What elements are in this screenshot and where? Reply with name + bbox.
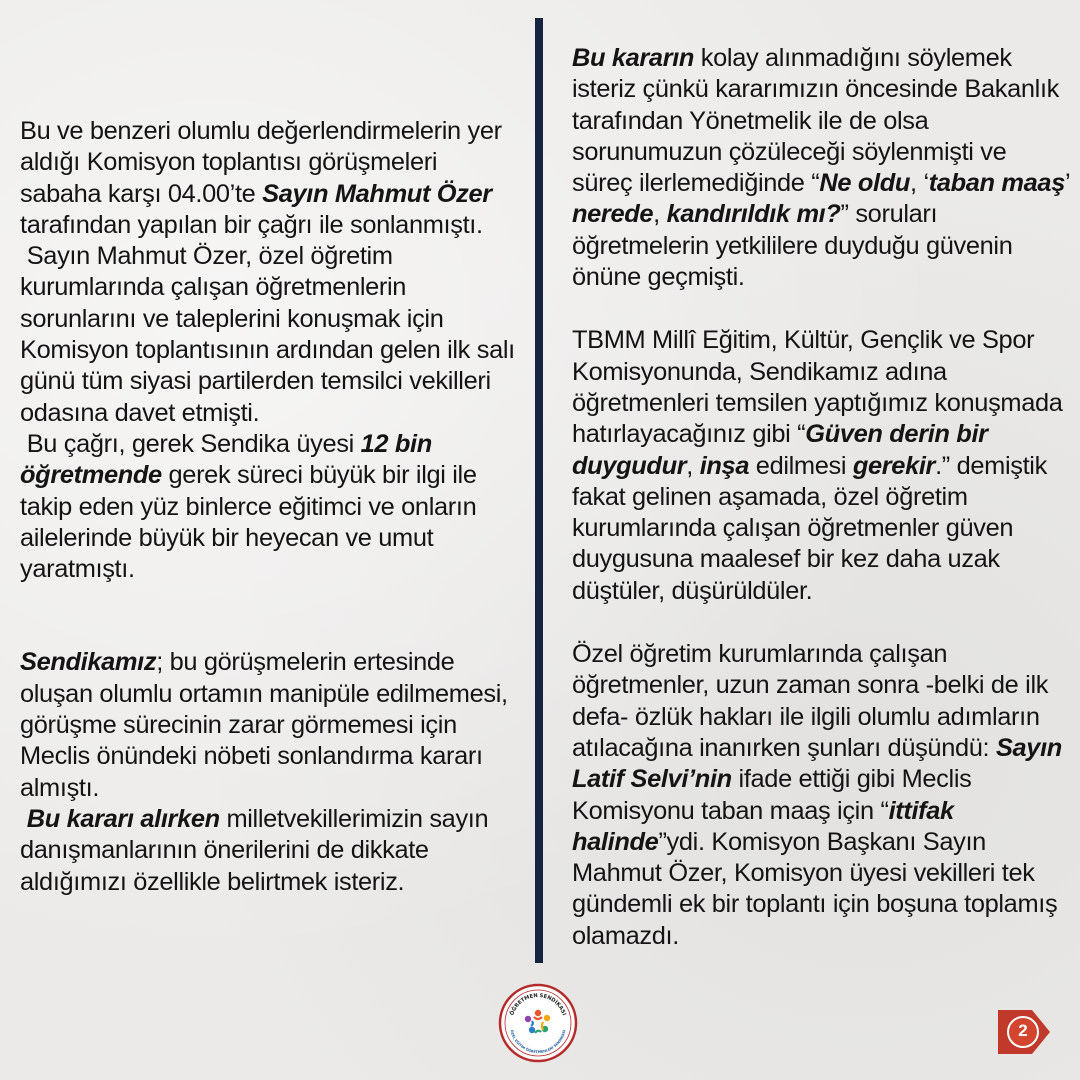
emphasis-12-bin: 12 bin öğretmende [20, 429, 432, 490]
right-paragraph-1: Bu kararın kolay alınmadığını söylemek isteriz çünkü kararımızın öncesinde Bakanlık tarafından Yönetmelik ile de olsa sorunumuzun çözüleceği söylenmişti ve süreç ilerlemediğinde “Ne oldu, ‘taban maaş’ nerede, kandırıldık mı?” soruları öğretmelerin yetkililere duyduğu güvenin önüne geçmişti. [572, 44, 1070, 292]
left-paragraph-1: Bu ve benzeri olumlu değerlendirmelerin yer aldığı Komisyon toplantısı görüşmeleri sabaha karşı 04.00’te Sayın Mahmut Özer tarafından yapılan bir çağrı ile sonlanmıştı. [20, 117, 502, 239]
right-paragraph-2: TBMM Millî Eğitim, Kültür, Gençlik ve Spor Komisyonunda, Sendikamız adına öğretmenleri temsilen yaptığımız konuşmada hatırlayacağınız gibi “Güven derin bir duygudur, inşa edilmesi gerekir.” demiştik fakat gelinen aşamada, özel öğretim kurumlarında çalışan öğretmenler güven duygusuna maalesef bir kez daha uzak düştüler, düşürüldüler. [572, 326, 1063, 605]
emphasis-sayin-mahmut-ozer: Sayın Mahmut Özer [262, 179, 492, 208]
left-paragraph-2: Sayın Mahmut Özer, özel öğretim kurumlarında çalışan öğretmenlerin sorunlarını ve taleplerini konuşmak için Komisyon toplantısının ardından gelen ilk salı günü tüm siyasi partilerden temsilci vekilleri odasına davet etmişti. [20, 242, 515, 427]
left-paragraph-4: Sendikamız; bu görüşmelerin ertesinde oluşan olumlu ortamın manipüle edilmemesi, görüşme sürecinin zarar görmemesi için Meclis önündeki nöbeti sonlandırma kararı almıştı. [20, 648, 508, 802]
right-column [572, 43, 1072, 952]
emphasis-bu-karari-alirken: Bu kararı alırken [26, 804, 220, 833]
logo-top-text: ÖĞRETMEN SENDİKASI [509, 992, 567, 1017]
left-paragraph-5: Bu kararı alırken milletvekillerimizin sayın danışmanlarının önerilerini de dikkate aldığımızı özellikle belirtmek isteriz. [20, 804, 489, 896]
logo-bottom-text: ÖZEL EĞİTİM ÖĞRETMENLERİ SENDİKASI [509, 1029, 567, 1055]
left-column [20, 116, 520, 898]
emphasis-sendikamiz: Sendikamız [20, 648, 157, 677]
union-logo [498, 983, 578, 1063]
page-number: 2 [1018, 1021, 1028, 1040]
right-paragraph-3: Özel öğretim kurumlarında çalışan öğretmenler, uzun zaman sonra -belki de ilk defa- özlük hakları ile ilgili olumlu adımların atılacağına inanırken şunları düşündü: Sayın Latif Selvi’nin ifade ettiği gibi Meclis Komisyonu taban maaş için “ittifak halinde”ydi. Komisyon Başkanı Sayın Mahmut Özer, Komisyon üyesi vekilleri tek gündemli ek bir toplantı için boşuna toplamış olamazdı. [572, 640, 1062, 950]
left-paragraph-3: Bu çağrı, gerek Sendika üyesi 12 bin öğretmende gerek süreci büyük bir ilgi ile takip eden yüz binlerce eğitimci ve onların ailelerinde büyük bir heyecan ve umut yaratmıştı. [20, 429, 477, 584]
column-divider [535, 18, 543, 963]
